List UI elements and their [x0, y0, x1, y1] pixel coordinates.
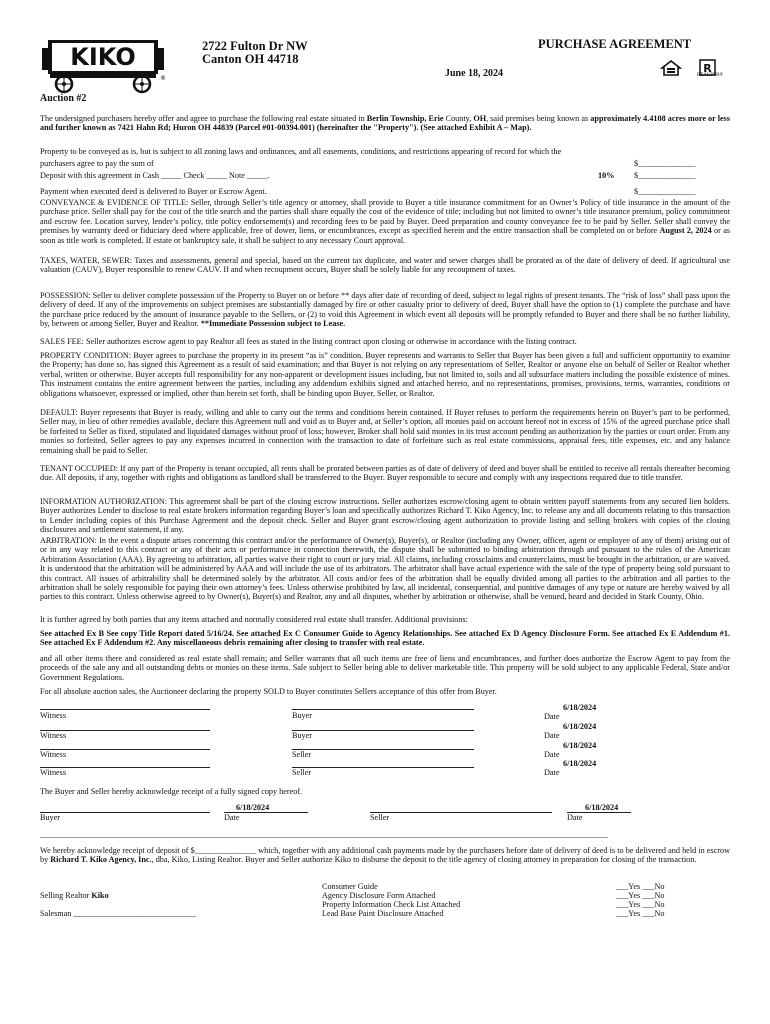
information-paragraph: INFORMATION AUTHORIZATION: This agreement shall be part of the closing escrow instructions. Seller authorizes escrow/closing agent to obtain written payoff statements from any secured lien holders. Buyer authorizes Lender to disclose to real estate brokers information regarding Buyer’s loan and specifically authorizes Richard T. Kiko Agency, Inc. to release any and all documents relating to this transaction to Lender including copies of this Purchase Agreement and the deposit check. Seller and Buyer grant escrow/closing agent authorization to provide listing and selling brokers with copies of the closing disclosures and settlement statement, if any. [40, 497, 730, 535]
buyer-signature-line-1[interactable] [292, 709, 474, 710]
attachments-paragraph: See attached Ex B See copy Title Report dated 5/16/24. See attached Ex C Consumer Guide to Agency Relationships. See attached Ex D Agency Disclosure Form. See attached Ex E Addendum #1. See attached Ex F Addendum #2. Any miscellaneous debris remaining after closing to transfer with real estate. [40, 629, 730, 648]
witness-label-4: Witness [40, 768, 67, 777]
other-items-paragraph: and all other items there and considered as real estate shall remain; and Seller warrants that all such items are free of liens and encumbrances, and further does authorize the Escrow Agent to pay from the proceeds of the sale any and all outstanding debts or monies on these items. Sale subject to Seller being able to deliver marketable title. This property will be sold subject to any applicable Federal, State and/or Government Regulations. [40, 654, 730, 682]
payment-amount: $______________ [634, 187, 696, 196]
deposit-percent: 10% [598, 171, 615, 180]
witness-label-2: Witness [40, 731, 67, 740]
agreement-date: June 18, 2024 [445, 68, 504, 79]
seller-receipt-label: Seller [370, 813, 390, 822]
page-title: PURCHASE AGREEMENT [538, 37, 692, 51]
seller-label-2: Seller [292, 768, 312, 777]
sum-amount: $______________ [634, 159, 696, 168]
tenant-paragraph: TENANT OCCUPIED: If any part of the Property is tenant occupied, all rents shall be prorated between parties as of date of delivery of deed and buyer shall be entitled to receive all rentals thereafter becoming due. All deposits, if any, together with rights and obligations as landlord shall be transferred to the Buyer. Buyer responsible to secure and comply with any inspections required due to title transfer. [40, 464, 730, 483]
deposit-receipt-paragraph: We hereby acknowledge receipt of deposit of $_______________ which, together with any additional cash payments made by the purchasers before date of delivery of deed is to be delivered and held in escrow by Richard T. Kiko Agency, Inc., dba, Kiko, Listing Realtor. Buyer and Seller authorize Kiko to disburse the deposit to the title agency of closing attorney in preparation for closing of the transaction. [40, 846, 730, 865]
conveyance-paragraph: CONVEYANCE & EVIDENCE OF TITLE: Seller, through Seller’s title agency or attorney, shall provide to Buyer a title insurance commitment for an Owner’s Policy of title insurance in the amount of the purchase price. Seller shall pay for the cost of the title search and the parties shall share equally the cost of the evidence of title; including but not limited to owner’s title insurance premium, policy commitment and escrow fee. Location survey, lender’s policy, title policy endorsement(s) and recording fees to be paid by Buyer. Deed preparation and county conveyance fee to be paid by Seller. Seller shall convey the premises by warranty deed or fiduciary deed where applicable, free of dower, liens, or encumbrances, except as specified herein and the entire transaction shall be completed on or before August 2, 2024 or as soon as title work is completed. If estate or bankruptcy sale, it shall be subject to any necessary Court approval. [40, 198, 731, 245]
payment-label: Payment when executed deed is delivered to Buyer or Escrow Agent. [40, 187, 267, 196]
buyer-label-1: Buyer [292, 711, 313, 720]
selling-realtor-value: Kiko [91, 891, 109, 900]
property-condition-paragraph: PROPERTY CONDITION: Buyer agrees to purchase the property in its present “as is” condition. Buyer represents and warrants to Seller that Buyer has been given a full and sufficient opportunity to examine the Property; has done so, has signed this Agreement as a result of said examination; and that Buyer is not relying on any representations of Seller, Realtor or anyone else on behalf of Seller or Realtor whether verbal, written or otherwise. Buyer accepts full responsibility for any non-apparent or development issues including, but not limited to, soils and all subsurface matters including the possible existence of mines. This instrument contains the entire agreement between the parties, including any addendum exhibits signed and attached hereto, and no representations, promises, provisions, terms, warranties, conditions or obligations whatsoever, expressed or implied, other than herein set forth, shall be binding upon Buyer, Seller, or Realtor. [40, 351, 730, 398]
checklist-item-2: Agency Disclosure Form Attached [322, 891, 436, 900]
seller-receipt-date: 6/18/2024 [585, 803, 619, 812]
seller-signature-line-1[interactable] [292, 749, 474, 750]
witness-label-3: Witness [40, 750, 67, 759]
salesman-line[interactable]: Salesman ______________________________ [40, 909, 197, 918]
realtor-mark: REALTOR® [697, 73, 724, 78]
possession-paragraph: POSSESSION: Seller to deliver complete possession of the Property to Buyer on or before ** days after date of recording of deed, subject to legal rights of present tenants. The “risk of loss” shall pass upon the delivery of deed. If any of the improvements on subject premises are substantially damaged by fire or other casualty prior to delivery of deed, Buyer shall have the option to (1) complete the purchase and have the purchase price reduced by the amount of insurance payable to the Sellers, or (2) to void this Agreement in which event all deposits will be promptly refunded to Buyer and there shall be no further liability, by, between or among Seller, Buyer and Realtor. **Immediate Possession subject to Lease. [40, 291, 730, 329]
signature-date-1: 6/18/2024 [563, 703, 597, 712]
buyer-signature-line-2[interactable] [292, 730, 474, 731]
witness-label-1: Witness [40, 711, 67, 720]
svg-text:KIKO: KIKO [70, 43, 136, 71]
seller-receipt-signature-line[interactable] [370, 812, 552, 813]
arbitration-paragraph: ARBITRATION: In the event a dispute arises concerning this contract and/or the performance of Owner(s), Buyer(s), or Realtor (including any Owner, officer, agent or employee of any of them) arising out of or in any way related to this contract or any of their acts or performance in connection therewith, the dispute shall be submitted to binding arbitration through and pursuant to the rules of the American Arbitration Association (AAA). By agreeing to arbitration, all parties waive their right to court or jury trial. All claims, including crossclaims and counterclaims, must be brought in the arbitration, or are waived. It is understood that the arbitration will be administered by AAA and will include the use of its arbitrators. The arbitrator shall have actual experience with the sale of the type of property being sold pursuant to this contract. All issues of arbitrability shall be determined solely by the arbitrator. All costs and/or fees of the arbitration shall be equally divided among all parties to the arbitration and all parties to the arbitration shall be solely responsible for paying their own attorney’s fees. Unless otherwise prohibited by law, all incidental, consequential, and punitive damages of any type or nature are hereby waived by all parties to this contract. Unless otherwise agreed to by Owner(s), Buyer(s) and Realtor, any and all disputes, whether by arbitration or otherwise, shall be venued, heard and decided in Stark County, Ohio. [40, 536, 730, 602]
intro-paragraph: The undersigned purchasers hereby offer and agree to purchase the following real estate situated in Berlin Township, Erie County, OH, said premises being known as approximately 4.4108 acres more or less and further known as 7421 Hahn Rd; Huron OH 44839 (Parcel #01-00394.001) (hereinafter the "Property"). (See attached Exhibit A – Map). [40, 114, 730, 133]
buyer-label-2: Buyer [292, 731, 313, 740]
svg-text:R: R [703, 62, 712, 75]
buyer-receipt-label: Buyer [40, 813, 61, 822]
address-line-2: Canton OH 44718 [202, 52, 299, 66]
buyer-receipt-signature-line[interactable] [40, 812, 210, 813]
date-label-4: Date [544, 768, 560, 777]
deposit-label: Deposit with this agreement in Cash _____ Check _____ Note _____. [40, 171, 270, 180]
equal-housing-icon [660, 60, 682, 78]
seller-label-1: Seller [292, 750, 312, 759]
section-separator: ______________________________________________________________________________________________________________________________________________ [40, 830, 608, 839]
seller-receipt-date-label: Date [567, 813, 583, 822]
checklist-item-3: Property Information Check List Attached [322, 900, 461, 909]
signature-date-2: 6/18/2024 [563, 722, 597, 731]
sum-label: purchasers agree to pay the sum of [40, 159, 154, 168]
witness-signature-line-1[interactable] [40, 709, 210, 710]
checklist-status-3[interactable]: ___Yes ___No [616, 900, 665, 909]
absolute-auction-paragraph: For all absolute auction sales, the Auctioneer declaring the property SOLD to Buyer constitutes Sellers acceptance of this offer from Buyer. [40, 687, 497, 696]
checklist-status-2[interactable]: ___Yes ___No [616, 891, 665, 900]
svg-text:®: ® [160, 75, 166, 82]
buyer-receipt-date: 6/18/2024 [236, 803, 270, 812]
sales-fee-paragraph: SALES FEE: Seller authorizes escrow agent to pay Realtor all fees as stated in the listing contract upon closing or otherwise in accordance with the listing contract. [40, 337, 577, 346]
seller-signature-line-2[interactable] [292, 767, 474, 768]
selling-realtor: Selling Realtor Kiko [40, 891, 109, 900]
checklist-item-4: Lead Base Paint Disclosure Attached [322, 909, 444, 918]
date-label-2: Date [544, 731, 560, 740]
buyer-receipt-date-label: Date [224, 813, 240, 822]
date-label-1: Date [544, 712, 560, 721]
auction-number: Auction #2 [40, 93, 87, 104]
conveyed-text: Property to be conveyed as is, but is subject to all zoning laws and ordinances, and all easements, conditions, and restrictions appearing of record for which the [40, 147, 562, 156]
date-label-3: Date [544, 750, 560, 759]
checklist-item-1: Consumer Guide [322, 882, 378, 891]
deposit-amount: $______________ [634, 171, 696, 180]
checklist-status-1[interactable]: ___Yes ___No [616, 882, 665, 891]
signature-date-4: 6/18/2024 [563, 759, 597, 768]
further-paragraph: It is further agreed by both parties that any items attached and normally considered real estate shall transfer. Additional provisions: [40, 615, 468, 624]
receipt-acknowledgement: The Buyer and Seller hereby acknowledge receipt of a fully signed copy hereof. [40, 787, 303, 796]
office-address [202, 40, 308, 66]
kiko-logo [40, 34, 168, 94]
default-paragraph: DEFAULT: Buyer represents that Buyer is ready, willing and able to carry out the terms and conditions herein contained. If Buyer refuses to perform the requirements herein on Buyer’s part to be performed, Seller may, in lieu of other remedies available, declare this Agreement null and void as to Buyer and, at Seller’s option, all monies paid on account hereof not in excess of 15% of the agreed purchase price shall be forfeited to Seller as fixed, stipulated and liquidated damages without proof of loss; however, Broker shall hold said monies in its trust account pending an authorization by the parties or court order. From any monies so forfeited, Seller agrees to pay any expenses incurred in connection with the transaction to date of forfeiture such as real estate commissions, appraisal fees, title expenses, etc. and any balance remaining shall be paid to Seller. [40, 408, 730, 455]
address-line-1: 2722 Fulton Dr NW [202, 39, 308, 53]
taxes-paragraph: TAXES, WATER, SEWER: Taxes and assessments, general and special, based on the current tax duplicate, and water and sewer charges shall be prorated as of the date of delivery of deed. If agricultural use valuation (CAUV), Buyer responsible to renew CAUV. If and when recoupment occurs, Buyer shall be solely liable for any recoupment of taxes. [40, 256, 730, 275]
signature-date-3: 6/18/2024 [563, 741, 597, 750]
checklist-status-4[interactable]: ___Yes ___No [616, 909, 665, 918]
